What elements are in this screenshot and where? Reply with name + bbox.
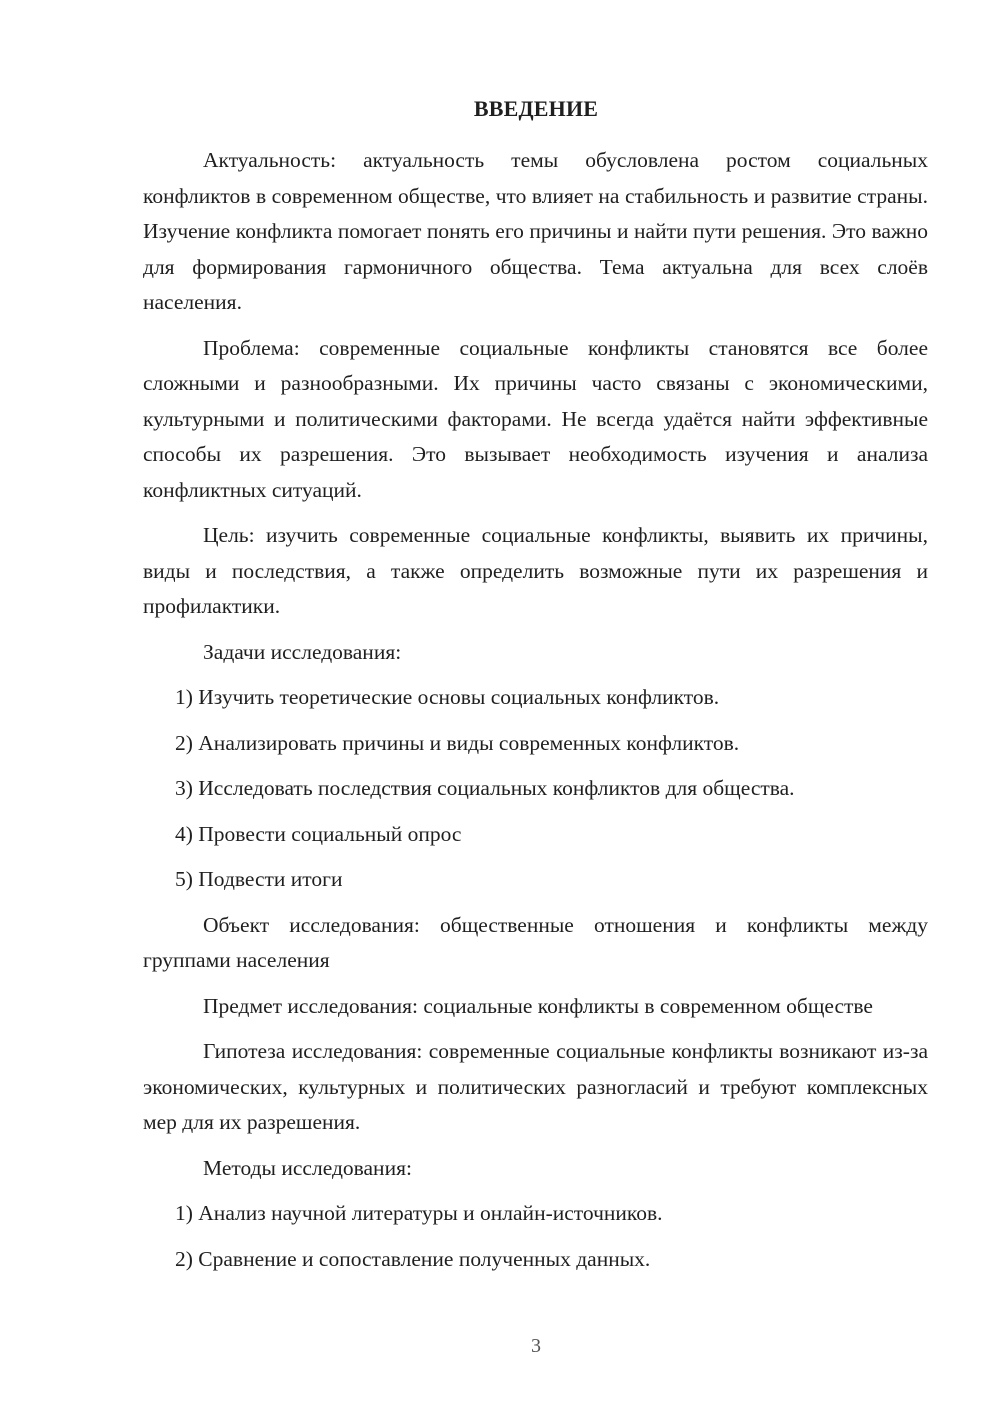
page-number: 3 [531,1335,541,1357]
task-item-1: 1) Изучить теоретические основы социальных конфликтов. [175,685,720,709]
hypothesis-paragraph: Гипотеза исследования: современные социальные конфликты возникают из-за экономических, культурных и политических разногласий и требуют комплексных мер для их разрешения. [143,1039,928,1134]
document-body [143,143,928,1277]
method-item-2: 2) Сравнение и сопоставление полученных данных. [175,1246,651,1271]
problem-paragraph: Проблема: современные социальные конфликты становятся все более сложными и разнообразными. Их причины часто связаны с экономическими, культурными и политическими факторами. Не всегда удаётся найти эффективные способы их разрешения. Это вызывает необходимость изучения и анализа конфликтных ситуаций. [143,335,928,502]
task-item-2: 2) Анализировать причины и виды современных конфликтов. [175,730,740,755]
task-item-5: 5) Подвести итоги [175,867,343,891]
methods-heading: Методы исследования: [203,1155,412,1180]
object-paragraph: Объект исследования: общественные отношения и конфликты между группами населения [143,912,928,972]
task-item-4: 4) Провести социальный опрос [175,821,462,846]
tasks-heading: Задачи исследования: [203,639,402,664]
relevance-paragraph: Актуальность: актуальность темы обусловлена ростом социальных конфликтов в современном обществе, что влияет на стабильность и развитие страны. Изучение конфликта помогает понять его причины и найти пути решения. Это важно для формирования гармоничного общества. Тема актуальна для всех слоёв населения. [143,148,928,314]
subject-paragraph: Предмет исследования: социальные конфликты в современном обществе [203,993,873,1018]
page-title: ВВЕДЕНИЕ [473,96,599,121]
method-item-1: 1) Анализ научной литературы и онлайн-источников. [175,1201,663,1225]
task-item-3: 3) Исследовать последствия социальных конфликтов для общества. [175,776,795,800]
goal-paragraph: Цель: изучить современные социальные конфликты, выявить их причины, виды и последствия, а также определить возможные пути их разрешения и профилактики. [143,523,928,618]
